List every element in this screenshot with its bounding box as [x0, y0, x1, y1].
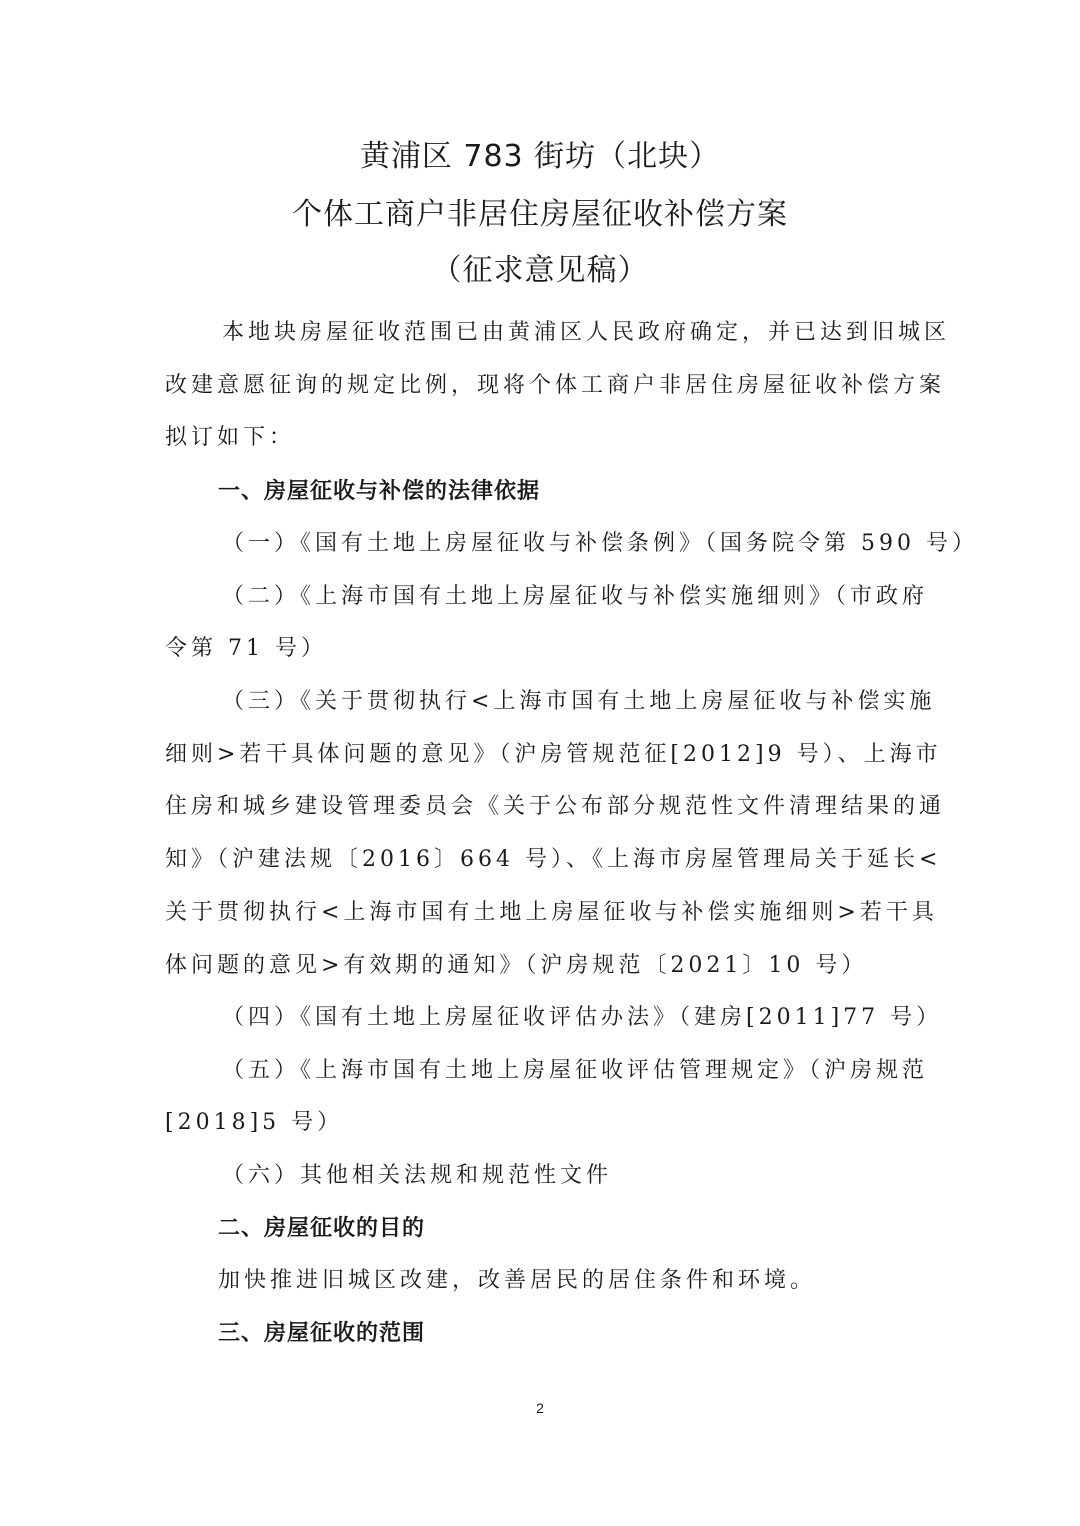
intro-line-2: 改建意愿征询的规定比例，现将个体工商户非居住房屋征收补偿方案 — [165, 373, 946, 398]
basis-item-3-line-2: 细则>若干具体问题的意见》（沪房管规范征[2012]9 号）、上海市 — [165, 742, 942, 767]
basis-item-3-line-4: 知》（沪建法规〔2016〕664 号）、《上海市房屋管理局关于延长< — [165, 847, 942, 872]
basis-item-3-line-1: （三）《关于贯彻执行<上海市国有土地上房屋征收与补偿实施 — [222, 689, 936, 714]
section-2-text: 加快推进旧城区改建，改善居民的居住条件和环境。 — [218, 1268, 817, 1293]
page-number: 2 — [536, 1400, 544, 1416]
title-line-3: （征求意见稿） — [431, 253, 649, 288]
basis-item-5-line-1: （五）《上海市国有土地上房屋征收评估管理规定》（沪房规范 — [222, 1058, 929, 1083]
basis-item-6: （六）其他相关法规和规范性文件 — [222, 1163, 613, 1188]
title-line-2: 个体工商户非居住房屋征收补偿方案 — [292, 197, 788, 232]
intro-line-3: 拟订如下： — [165, 425, 296, 450]
intro-line-1: 本地块房屋征收范围已由黄浦区人民政府确定，并已达到旧城区 — [222, 320, 951, 345]
basis-item-4: （四）《国有土地上房屋征收评估办法》（建房[2011]77 号） — [222, 1005, 943, 1030]
section-3-heading: 三、房屋征收的范围 — [218, 1321, 426, 1346]
section-1-heading: 一、房屋征收与补偿的法律依据 — [218, 479, 541, 504]
section-2-heading: 二、房屋征收的目的 — [218, 1216, 426, 1241]
title-line-1: 黄浦区 783 街坊（北块） — [359, 139, 721, 174]
basis-item-5-line-2: [2018]5 号） — [165, 1110, 344, 1135]
basis-item-3-line-3: 住房和城乡建设管理委员会《关于公布部分规范性文件清理结果的通 — [165, 794, 946, 819]
basis-item-1: （一）《国有土地上房屋征收与补偿条例》（国务院令第 590 号） — [222, 531, 978, 556]
basis-item-3-line-5: 关于贯彻执行<上海市国有土地上房屋征收与补偿实施细则>若干具 — [165, 900, 938, 925]
basis-item-3-line-6: 体问题的意见>有效期的通知》（沪房规范〔2021〕10 号） — [165, 953, 868, 978]
basis-item-2-line-1: （二）《上海市国有土地上房屋征收与补偿实施细则》（市政府 — [222, 584, 929, 609]
basis-item-2-line-2: 令第 71 号） — [165, 636, 327, 661]
